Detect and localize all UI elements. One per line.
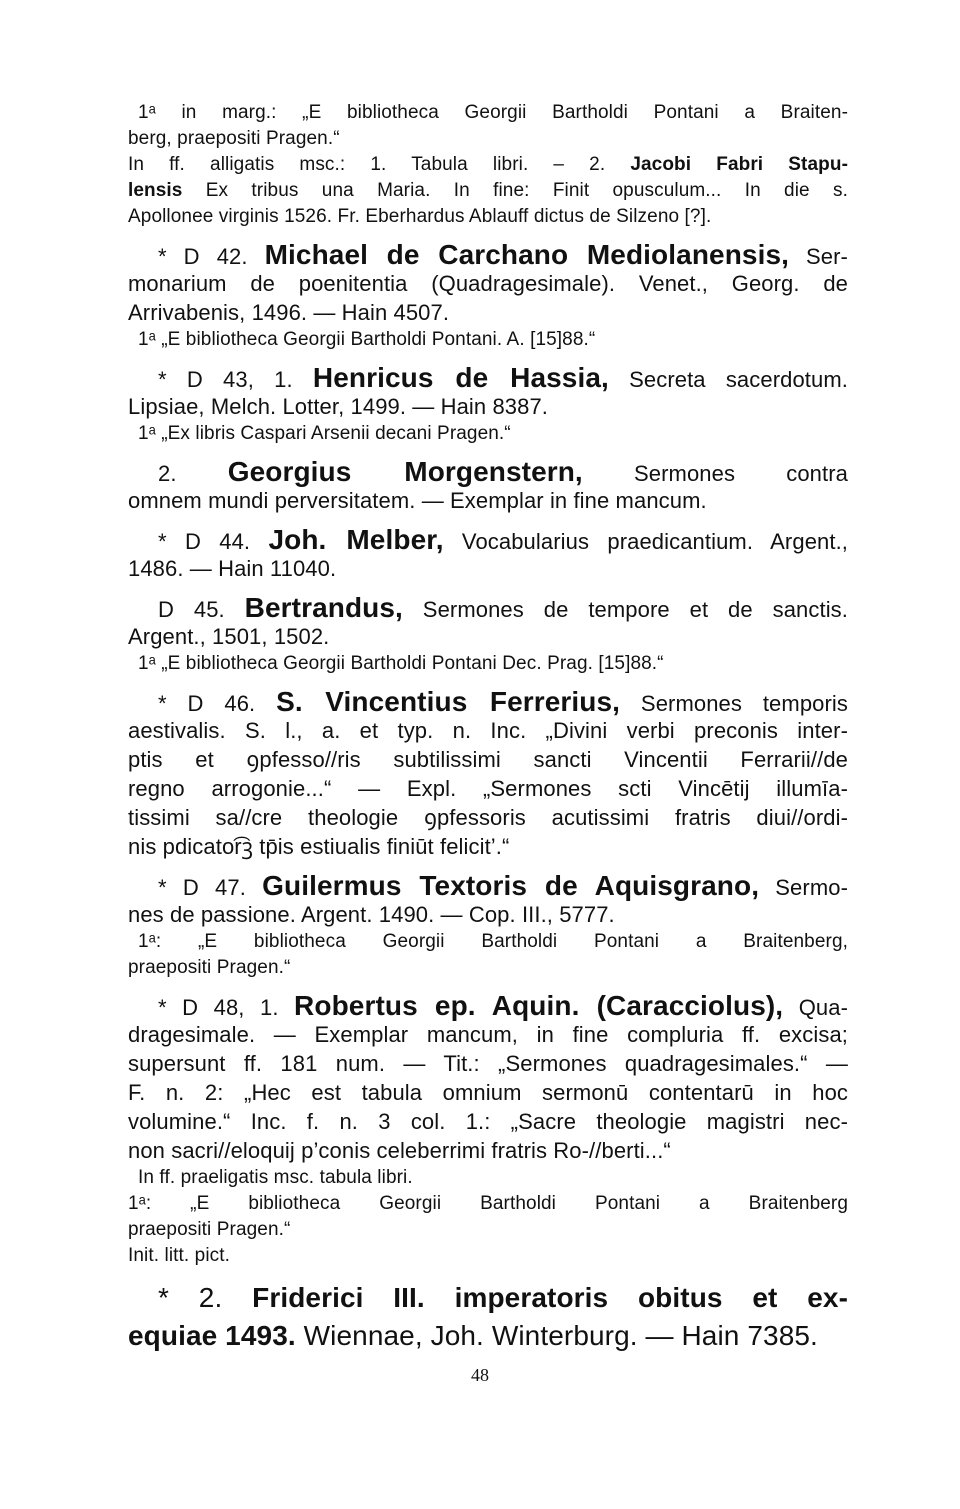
entry-text: Sermones de tempore et de sanctis. [402, 597, 848, 622]
entry-text: supersunt ff. 181 num. — Tit.: „Sermones quadragesimales.“ — [128, 1051, 848, 1076]
catalog-text [128, 100, 848, 1355]
author-name: lensis [128, 180, 183, 201]
author-name: Jacobi Fabri Stapu- [630, 154, 848, 175]
entry-line [128, 363, 848, 392]
entry-text: Ser- [789, 244, 848, 269]
entry-text: 1486. — Hain 11040. [128, 556, 337, 581]
entry-line [128, 593, 848, 622]
note-line [128, 929, 848, 955]
entry-line [128, 1020, 848, 1049]
entry-number: * D 46. [158, 691, 277, 716]
entry-line [128, 803, 848, 832]
entry-heading: equiae 1493. [128, 1320, 296, 1351]
entry-number: * 2. [158, 1282, 253, 1313]
entry-line [128, 687, 848, 716]
note-line [128, 1165, 848, 1191]
note-line [128, 1217, 848, 1243]
entry-line [128, 1136, 848, 1165]
entry-heading: Georgius Morgenstern, [227, 456, 583, 487]
entry-line [128, 1078, 848, 1107]
entry-text: 1ᵃ in marg.: „E bibliotheca Georgii Bartholdi Pontani a Braiten- [138, 102, 848, 123]
entry-heading: Henricus de Hassia, [312, 362, 609, 393]
note-line [128, 204, 848, 230]
entry-heading: Friderici III. imperatoris obitus et ex- [252, 1282, 848, 1313]
entry-number: 2. [158, 461, 228, 486]
entry-text: 1ᵃ „E bibliotheca Georgii Bartholdi Pontani. A. [15]88.“ [138, 329, 596, 350]
entry-text: omnem mundi perversitatem. — Exemplar in fine mancum. [128, 488, 707, 513]
note-line [128, 327, 848, 353]
entry-number: D 45. [158, 597, 245, 622]
entry-heading: Guilermus Textoris de Aquisgrano, [262, 870, 760, 901]
entry-line [128, 240, 848, 269]
entry-text: monarium de poenitentia (Quadragesimale). Venet., Georg. de [128, 271, 848, 296]
entry-line [128, 298, 848, 327]
entry-text: 1ᵃ „Ex libris Caspari Arsenii decani Pragen.“ [138, 423, 511, 444]
entry-line [128, 871, 848, 900]
entry-number: * D 48, 1. [158, 995, 295, 1020]
entry-text: Qua- [783, 995, 849, 1020]
entry-line [128, 991, 848, 1020]
note-line [128, 651, 848, 677]
entry-text: Sermones contra [582, 461, 848, 486]
note-line [128, 1243, 848, 1269]
entry-line [128, 1107, 848, 1136]
entry-text: tissimi sa//cre theologie ꝯpfessoris acutissimi fratris diui//ordi- [128, 805, 848, 830]
entry-text: dragesimale. — Exemplar mancum, in fine compluria ff. excisa; [128, 1022, 848, 1047]
entry-line [128, 269, 848, 298]
entry-text: Apollonee virginis 1526. Fr. Eberhardus Ablauff dictus de Silzeno [?]. [128, 206, 712, 227]
note-line [128, 100, 848, 126]
note-line [128, 1191, 848, 1217]
note-line [128, 421, 848, 447]
entry-line [128, 392, 848, 421]
entry-text: Init. litt. pict. [128, 1245, 231, 1266]
entry-text: aestivalis. S. l., a. et typ. n. Inc. „Divini verbi preconis inter- [128, 718, 848, 743]
entry-text: praepositi Pragen.“ [128, 1219, 291, 1240]
entry-line [128, 457, 848, 486]
entry-line [128, 486, 848, 515]
entry-line [128, 1049, 848, 1078]
entry-text: Arrivabenis, 1496. — Hain 4507. [128, 300, 450, 325]
note-line [128, 126, 848, 152]
entry-text: nes de passione. Argent. 1490. — Cop. III., 5777. [128, 902, 615, 927]
entry-text: In ff. alligatis msc.: 1. Tabula libri. – 2. [128, 154, 631, 175]
entry-line [128, 525, 848, 554]
entry-text: praepositi Pragen.“ [128, 957, 291, 978]
entry-text: 1ᵃ „E bibliotheca Georgii Bartholdi Pontani Dec. Prag. [15]88.“ [138, 653, 664, 674]
entry-number: * D 42. [158, 244, 265, 269]
entry-text: volumine.“ Inc. f. n. 3 col. 1.: „Sacre theologie magistri nec- [128, 1109, 848, 1134]
entry-text: Ex tribus una Maria. In fine: Finit opusculum... In die s. [182, 180, 848, 201]
entry-heading: Bertrandus, [244, 592, 403, 623]
entry-line [128, 622, 848, 651]
note-line [128, 152, 848, 178]
entry-number: * D 47. [158, 875, 263, 900]
entry-text: Argent., 1501, 1502. [128, 624, 330, 649]
entry-number: * D 43, 1. [158, 367, 313, 392]
entry-heading: Michael de Carchano Mediolanensis, [264, 239, 789, 270]
entry-text: 1ᵃ: „E bibliotheca Georgii Bartholdi Pontani a Braitenberg [128, 1193, 848, 1214]
entry-heading: Joh. Melber, [268, 524, 444, 555]
entry-line [128, 900, 848, 929]
entry-line [128, 745, 848, 774]
final-entry-line [128, 1317, 848, 1355]
entry-text: ptis et ꝯpfesso//ris subtilissimi sancti Vincentii Ferrarii//de [128, 747, 848, 772]
entry-text: Lipsiae, Melch. Lotter, 1499. — Hain 8387. [128, 394, 549, 419]
entry-text: nis pdicator͡ꝫ tp̄is estiualis finiūt felicit’.“ [128, 834, 510, 859]
entry-text: F. n. 2: „Hec est tabula omnium sermonū contentarū in hoc [128, 1080, 848, 1105]
entry-text: Vocabularius praedicantium. Argent., [443, 529, 848, 554]
page-number: 48 [471, 1365, 489, 1385]
entry-number: * D 44. [158, 529, 269, 554]
entry-line [128, 716, 848, 745]
entry-text: regno arrogonie...“ — Expl. „Sermones scti Vincētij illumīa- [128, 776, 848, 801]
entry-text: Wiennae, Joh. Winterburg. — Hain 7385. [295, 1320, 818, 1351]
note-line [128, 178, 848, 204]
note-line [128, 955, 848, 981]
entry-heading: Robertus ep. Aquin. (Caracciolus), [294, 990, 784, 1021]
entry-line [128, 774, 848, 803]
entry-line [128, 554, 848, 583]
final-entry-line [128, 1279, 848, 1317]
entry-line [128, 832, 848, 861]
entry-heading: S. Vincentius Ferrerius, [276, 686, 621, 717]
entry-text: Secreta sacerdotum. [608, 367, 848, 392]
entry-text: berg, praepositi Pragen.“ [128, 128, 340, 149]
entry-text: 1ᵃ: „E bibliotheca Georgii Bartholdi Pontani a Braitenberg, [138, 931, 848, 952]
entry-text: Sermo- [759, 875, 849, 900]
entry-text: In ff. praeligatis msc. tabula libri. [138, 1167, 413, 1188]
entry-text: Sermones temporis [620, 691, 848, 716]
entry-text: non sacri//eloquij p’conis celeberrimi fratris Ro-//berti...“ [128, 1138, 671, 1163]
